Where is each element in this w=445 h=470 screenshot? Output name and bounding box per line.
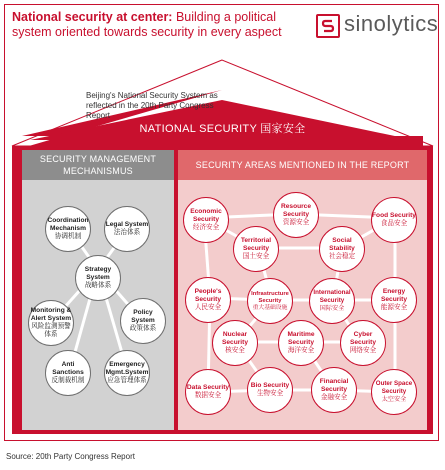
node-bio-security [247, 367, 293, 413]
node-en: Energy Security [380, 288, 408, 303]
node-en: Cyber Security [349, 331, 377, 346]
node-en: International Security [313, 289, 351, 304]
node-zh: 人民安全 [194, 304, 222, 311]
node-zh: 生物安全 [256, 390, 284, 397]
node-zh: 数据安全 [194, 392, 222, 399]
node-territorial-security [233, 226, 279, 272]
node-en: Economic Security [190, 208, 222, 223]
node-en: Infrastructure Security [251, 290, 289, 304]
title-rest: Building a political system oriented towards security in every aspect [12, 10, 282, 39]
left-panel-heading [22, 153, 174, 177]
node-peoples-security [185, 277, 231, 323]
node-zh: 网络安全 [349, 347, 377, 354]
node-zh: 资源安全 [282, 219, 310, 226]
node-en: Food Security [372, 212, 416, 219]
node-en: Data Security [186, 384, 230, 391]
node-zh: 风险监测预警体系 [31, 323, 71, 338]
left-heading-line2: MECHANISMUS [63, 166, 133, 176]
title-bold: National security at center: [12, 10, 173, 24]
node-emergency-mgmt-system [104, 350, 150, 396]
roof-note: Beijing's National Security System as reflected in the 20th Party Congress Report [86, 91, 218, 120]
node-policy-system [120, 298, 166, 344]
node-en: Legal System [105, 221, 149, 228]
node-en: Outer Space Security [375, 380, 413, 395]
node-nuclear-security [212, 320, 258, 366]
node-zh: 能源安全 [380, 304, 408, 311]
node-food-security [371, 197, 417, 243]
node-economic-security [183, 197, 229, 243]
node-zh: 反制裁机制 [51, 377, 85, 384]
right-panel-heading: SECURITY AREAS MENTIONED IN THE REPORT [195, 160, 410, 170]
source-note: Source: 20th Party Congress Report [6, 452, 135, 461]
node-en: Nuclear Security [221, 331, 249, 346]
node-zh: 重大基础设施 [252, 304, 288, 311]
node-en: People's Security [194, 288, 222, 303]
node-en: Strategy System [84, 266, 112, 281]
node-en: Resource Security [280, 203, 312, 218]
node-resource-security [273, 192, 319, 238]
node-zh: 政策体系 [129, 325, 157, 332]
node-zh: 战略体系 [84, 282, 112, 289]
node-zh: 金融安全 [320, 394, 348, 401]
node-energy-security [371, 277, 417, 323]
node-strategy-system [75, 255, 121, 301]
logo-text: sinolytics [344, 11, 439, 36]
node-en: Monitoring & Alert System [30, 307, 72, 322]
node-zh: 太空安全 [381, 396, 407, 403]
node-financial-security [311, 367, 357, 413]
left-heading-line1: SECURITY MANAGEMENT [39, 154, 157, 164]
node-zh: 食品安全 [380, 220, 408, 227]
node-zh: 应急管理体系 [107, 377, 147, 384]
node-international-security [309, 278, 355, 324]
node-zh: 国土安全 [242, 253, 270, 260]
node-social-stability [319, 226, 365, 272]
node-coordination-mechanism [45, 206, 91, 252]
node-zh: 社会稳定 [328, 253, 356, 260]
node-en: Territorial Security [240, 237, 272, 252]
node-zh: 法治体系 [113, 229, 141, 236]
node-anti-sanctions [45, 350, 91, 396]
node-en: Emergency Mgmt.System [105, 361, 149, 376]
node-data-security [185, 369, 231, 415]
node-en: Anti Sanctions [52, 361, 84, 376]
node-zh: 核安全 [225, 347, 245, 354]
node-zh: 经济安全 [192, 224, 220, 231]
national-security-label: NATIONAL SECURITY 国家安全 [139, 123, 306, 135]
node-zh: 海洋安全 [287, 347, 315, 354]
node-zh: 协调机制 [54, 233, 82, 240]
node-legal-system [104, 206, 150, 252]
node-outer-space-security [371, 369, 417, 415]
node-en: Bio Security [250, 382, 290, 389]
node-cyber-security [340, 320, 386, 366]
node-maritime-security [278, 320, 324, 366]
node-en: Financial Security [319, 378, 349, 393]
node-infrastructure-security [247, 278, 293, 324]
node-en: Coordination Mechanism [47, 217, 89, 232]
node-monitoring-alert-system [28, 300, 74, 346]
node-en: Policy System [131, 309, 155, 324]
node-en: Maritime Security [287, 331, 315, 346]
node-zh: 国际安全 [319, 305, 345, 312]
node-en: Social Stability [329, 237, 355, 252]
